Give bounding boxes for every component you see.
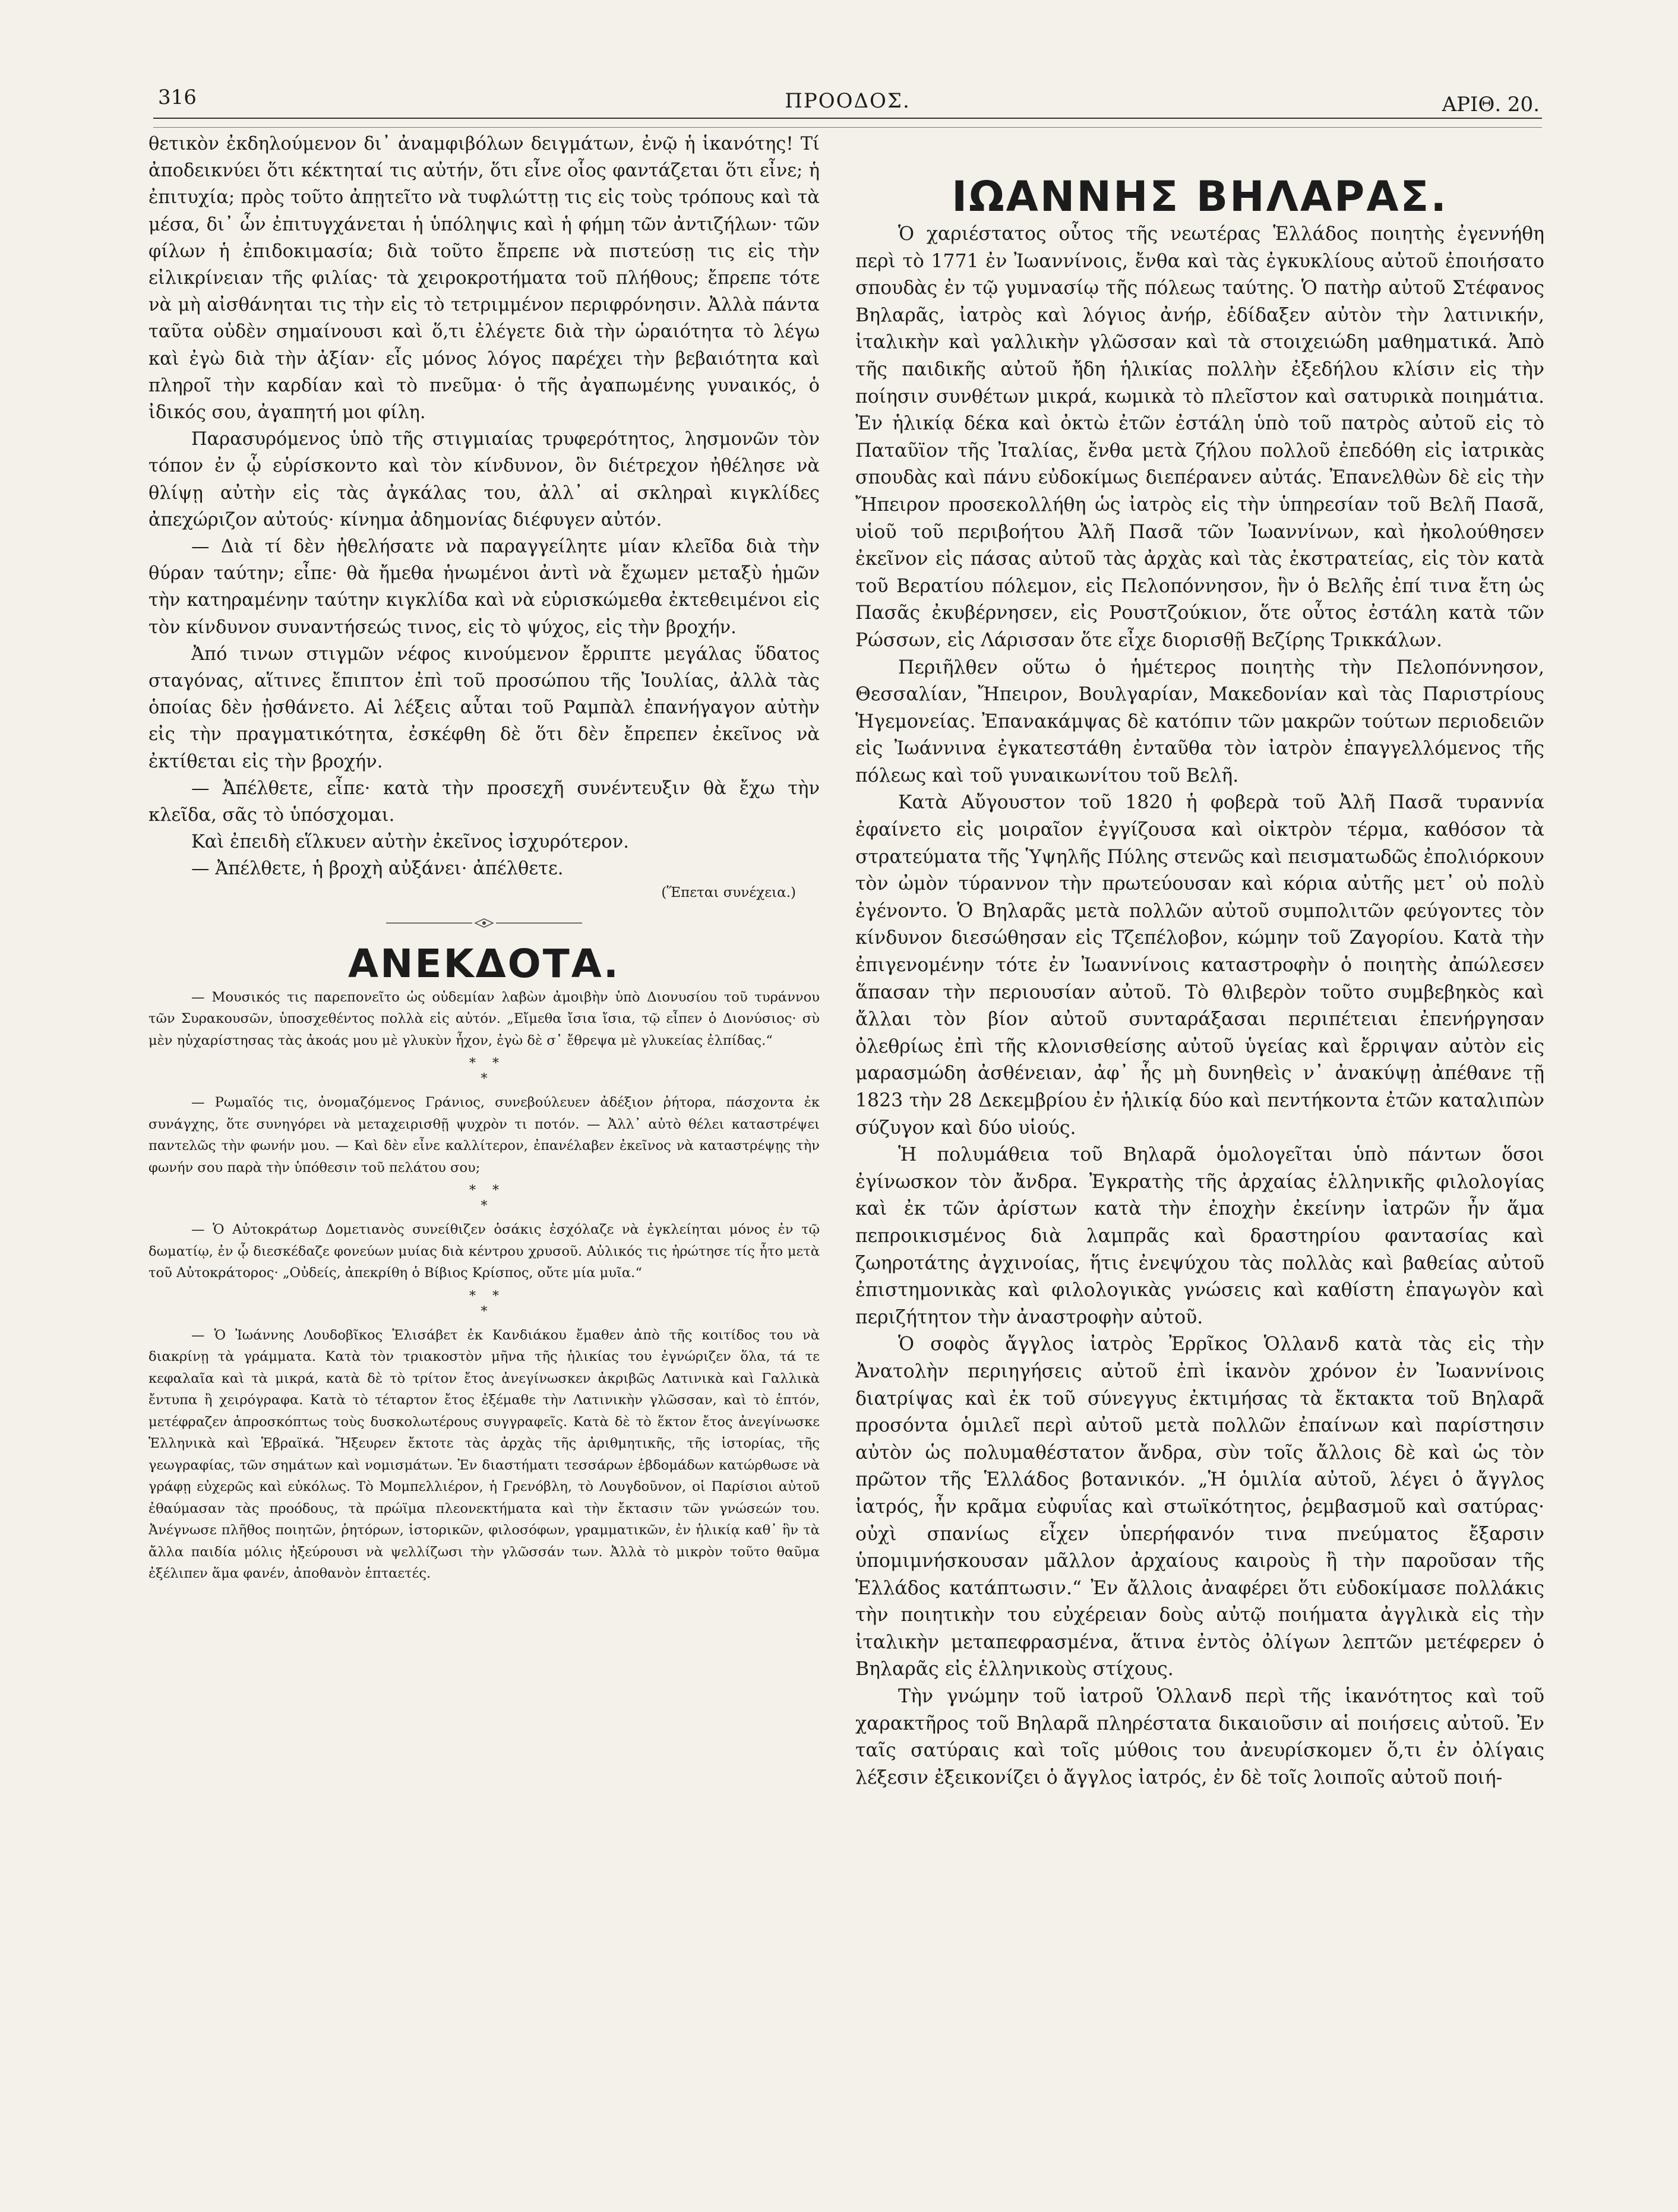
- anekdota-title: ΑΝΕΚΔΟΤΑ.: [348, 940, 620, 987]
- article-paragraph: Περιῆλθεν οὕτω ὁ ἡμέτερος ποιητὴς τὴν Πελοπόννησον, Θεσσαλίαν, Ἤπειρον, Βουλγαρίαν, Μακεδονίαν καὶ τὰς Παριστρίους Ἡγεμονείας. Ἐπανακάμψας δὲ κατόπιν τῶν μακρῶν τούτων περιοδειῶν εἰς Ἰωάννινα ἐγκατεστάθη ἐνταῦθα τὸν ἰατρὸν ἐπαγγελλόμενος τῆς πόλεως καὶ τοῦ γυναικωνίτου τοῦ Βελῆ.: [855, 656, 1544, 786]
- story-paragraph: Παρασυρόμενος ὑπὸ τῆς στιγμιαίας τρυφερότητος, λησμονῶν τὸν τόπον ἐν ᾧ εὑρίσκοντο καὶ τὸν κίνδυνον, ὃν διέτρεχον ἠθέλησε νὰ θλίψῃ αὐτὴν εἰς τὰς ἀγκάλας του, ἀλλ᾽ αἱ σκληραὶ κιγκλίδες ἀπεχώριζον αὐτούς· κίνημα ἀδημονίας διέφυγεν αὐτόν.: [148, 429, 820, 530]
- header-rule: [153, 118, 1542, 119]
- header-rule-thin: [153, 127, 1542, 128]
- story-paragraph: Καὶ ἐπειδὴ εἵλκυεν αὐτὴν ἐκεῖνος ἰσχυρότερον.: [191, 832, 629, 853]
- issue-number: ΑΡΙΘ. 20.: [1442, 93, 1540, 116]
- story-paragraph: — Ἀπέλθετε, εἶπε· κατὰ τὴν προσεχῆ συνέντευξιν θὰ ἔχω τὴν κλεῖδα, σᾶς τὸ ὑπόσχομαι.: [148, 778, 820, 826]
- page-number: 316: [158, 86, 197, 109]
- running-head: [153, 82, 1542, 118]
- journal-title: ΠΡΟΟΔΟΣ.: [785, 89, 911, 113]
- asterism-divider: * * *: [469, 1056, 499, 1087]
- right-column: [855, 172, 1544, 1791]
- story-paragraph: θετικὸν ἐκδηλούμενον δι᾽ ἀναμφιβόλων δειγμάτων, ἐνῷ ἡ ἱκανότης! Τί ἀποδεικνύει ὅτι κέκτηταί τις αὐτήν, ὅτι εἶνε οἷος φαντάζεται ὅτι εἶνε; ἡ ἐπιτυχία; πρὸς τοῦτο ἀπῃτεῖτο νὰ τυφλώττῃ τις εἰς τοὺς τρόπους καὶ τὰ μέσα, δι᾽ ὧν ἐπιτυγχάνεται ἡ ὑπόληψις καὶ ἡ φήμη τῶν ἀντιζήλων· τῶν φίλων ἡ ἐπιδοκιμασία; διὰ τοῦτο ἔπρεπε νὰ πιστεύσῃ τις εἰς τὴν εἰλικρίνειαν τῆς φιλίας· τὰ χειροκροτήματα τοῦ πλήθους; ἔπρεπε τότε νὰ μὴ αἰσθάνηται τις τὴν εἰς τὸ τετριμμένον περιφρόνησιν. Ἀλλὰ πάντα ταῦτα οὐδὲν σημαίνουσι καὶ ὅ,τι ἐλέγετε διὰ τὴν ὡραιότητα τὸ λέγω καὶ ἐγὼ διὰ τὴν ἀξίαν· εἷς μόνος λόγος παρέχει τὴν βεβαιότητα καὶ πληροῖ τὴν καρδίαν καὶ τὸ πνεῦμα· ὁ τῆς ἀγαπωμένης γυναικός, ὁ ἰδικός σου, ἀγαπητή μοι φίλη.: [148, 134, 820, 424]
- anecdote: — Ὁ Αὐτοκράτωρ Δομετιανὸς συνείθιζεν ὁσάκις ἐσχόλαζε νὰ ἐγκλείηται μόνος ἐν τῷ δωματίῳ, ἐν ᾧ διεσκέδαζε φονεύων μυίας διὰ κέντρου χρυσοῦ. Αὐλικός τις ἠρώτησε τίς ἦτο μετὰ τοῦ Αὐτοκράτορος· „Οὐδείς, ἀπεκρίθη ὁ Βίβιος Κρίσπος, οὔτε μία μυῖα.“: [148, 1222, 820, 1281]
- anecdote: — Ὁ Ἰωάννης Λουδοβῖκος Ἐλισάβετ ἐκ Κανδιάκου ἔμαθεν ἀπὸ τῆς κοιτίδος του νὰ διακρίνῃ τὰ γράμματα. Κατὰ τὸν τριακοστὸν μῆνα τῆς ἡλικίας του ἐγνώριζεν ὅλα, τά τε κεφαλαῖα καὶ τὰ μικρά, κατὰ δὲ τὸ τρίτον ἔτος ἀνεγίνωσκεν ἀκριβῶς Λατινικὰ καὶ Γαλλικὰ ἔντυπα ἢ χειρόγραφα. Κατὰ τὸ τέταρτον ἔτος ἐξέμαθε τὴν Λατινικὴν γλῶσσαν, καὶ τὸ ἑπτόν, μετέφραζεν ἀπροσκόπτως τοὺς δυσκολωτέρους συγγραφεῖς. Κατὰ δὲ τὸ ἕκτον ἔτος ἀνεγίνωσκε Ἑλληνικὰ καὶ Ἑβραϊκά. Ἤξευρεν ἔκτοτε τὰς ἀρχὰς τῆς ἀριθμητικῆς, τῆς ἱστορίας, τῆς γεωγραφίας, τῶν σημάτων καὶ νομισμάτων. Ἐν διαστήματι τεσσάρων ἑβδομάδων κατώρθωσε νὰ γράφῃ εὐχερῶς καὶ εὐκόλως. Τὸ Μομπελλιέρον, ἡ Γρενόβλη, τὸ Λουγδοῦνον, οἱ Παρίσιοι αὐτοῦ ἐθαύμασαν τὰς προόδους, τὰ πρώϊμα πλεονεκτήματα καὶ τὴν ἔκτασιν τῶν γνώσεών του. Ἀνέγνωσε πλῆθος ποιητῶν, ῥητόρων, ἱστορικῶν, φιλοσόφων, γραμματικῶν, ἐν ἡλικίᾳ καθ᾽ ἣν τὰ ἄλλα παιδία μόλις ἠξεύρουσι νὰ ψελλίζωσι τὴν γλῶσσάν των. Ἀλλὰ τὸ μικρὸν τοῦτο θαῦμα ἐξέλιπεν ἅμα φανέν, ἀποθανὸν ἑπταετές.: [148, 1327, 820, 1582]
- article-paragraph: Ἡ πολυμάθεια τοῦ Βηλαρᾶ ὁμολογεῖται ὑπὸ πάντων ὅσοι ἐγίνωσκον τὸν ἄνδρα. Ἐγκρατὴς τῆς ἀρχαίας ἑλληνικῆς φιλολογίας καὶ ἐκ τῶν ἀρίστων κατὰ τὴν ἐποχὴν ἐκείνην ἰατρῶν ἦν ἅμα πεπροικισμένος διὰ λαμπρᾶς καὶ δραστηρίου φαντασίας καὶ ζωηροτάτης ἀγχινοίας, ἥτις ἐνεψύχου τὰς πολλὰς καὶ βαθείας αὐτοῦ ἐπιστημονικὰς καὶ φιλολογικὰς γνώσεις καὶ καθίστη ἐπαγωγὸν καὶ περιζήτητον τὴν ἀναστροφὴν αὐτοῦ.: [855, 1144, 1544, 1328]
- article-paragraph: Ὁ χαριέστατος οὗτος τῆς νεωτέρας Ἑλλάδος ποιητὴς ἐγεννήθη περὶ τὸ 1771 ἐν Ἰωαννίνοις, ἔνθα καὶ τὰς ἐγκυκλίους αὐτοῦ ἐποιήσατο σπουδὰς ἐν τῷ γυμνασίῳ τῆς πόλεως ταύτης. Ὁ πατὴρ αὐτοῦ Στέφανος Βηλαρᾶς, ἰατρὸς καὶ λόγιος ἀνήρ, ἐδίδαξεν αὐτὸν τὴν λατινικήν, ἰταλικὴν καὶ γαλλικὴν γλῶσσαν καὶ τὰ στοιχειώδη μαθηματικά. Ἀπὸ τῆς παιδικῆς αὐτοῦ ἤδη ἡλικίας πολλὴν ἐξεδήλου κλίσιν εἰς τὴν ποίησιν συνθέτων μικρά, κωμικὰ τὸ πλεῖστον καὶ σατυρικὰ ποιημάτια. Ἐν ἡλικίᾳ δέκα καὶ ὀκτὼ ἐτῶν ἐστάλη ὑπὸ τοῦ πατρὸς αὐτοῦ εἰς τὸ Παταῦϊον τῆς Ἰταλίας, ἔνθα μετὰ ζήλου πολλοῦ ἐπεδόθη εἰς ἰατρικὰς σπουδὰς καὶ πάνυ εὐδοκίμως διεπέρανεν αὐτάς. Ἐπανελθὼν δὲ εἰς τὴν Ἤπειρον προσεκολλήθη ὡς ἰατρὸς εἰς τὴν ὑπηρεσίαν τοῦ Βελῆ Πασᾶ, υἱοῦ τοῦ περιβοήτου Ἀλῆ Πασᾶ τῶν Ἰωαννίνων, καὶ ἠκολούθησεν ἐκεῖνον εἰς πάσας αὐτοῦ τὰς ἀρχὰς καὶ τὰς ἐκστρατείας, εἰς τὸν κατὰ τοῦ Βερατίου πόλεμον, εἰς Πελοπόννησον, ἣν ὁ Βελῆς ἐπί τινα ἔτη ὡς Πασᾶς ἐκυβέρνησεν, εἰς Ρουστζούκιον, ὅτε οὗτος ἐστάλη κατὰ τῶν Ρώσσων, εἰς Λάρισσαν ὅτε εἶχε διορισθῇ Βεζίρης Τρικκάλων.: [855, 223, 1544, 651]
- article-title: ΙΩΑΝΝΗΣ ΒΗΛΑΡΑΣ.: [952, 172, 1448, 221]
- ornament-divider: [148, 917, 820, 935]
- story-paragraph: — Διὰ τί δὲν ἠθελήσατε νὰ παραγγείλητε μίαν κλεῖδα διὰ τὴν θύραν ταύτην; εἶπε· θὰ ἤμεθα ἡνωμένοι ἀντὶ νὰ ἔχωμεν μεταξὺ ἡμῶν τὴν κατηραμένην ταύτην κιγκλίδα καὶ νὰ εὑρισκώμεθα ἐκτεθειμένοι εἰς τὸν κίνδυνον συναντήσεώς τινος, εἰς τὸ ψύχος, εἰς τὴν βροχήν.: [148, 536, 820, 638]
- article-paragraph: Ὁ σοφὸς ἄγγλος ἰατρὸς Ἐρρῖκος Ὁλλανδ κατὰ τὰς εἰς τὴν Ἀνατολὴν περιηγήσεις αὐτοῦ ἐπὶ ἱκανὸν χρόνον ἐν Ἰωαννίνοις διατρίψας καὶ ἐκ τοῦ σύνεγγυς ἐκτιμήσας τὰ ἔκτακτα τοῦ Βηλαρᾶ προσόντα ὁμιλεῖ περὶ αὐτοῦ μετὰ πολλῶν ἐπαίνων καὶ παρίστησιν αὐτὸν ὡς πολυμαθέστατον ἄνδρα, σὺν τοῖς ἄλλοις δὲ καὶ ὡς τὸν πρῶτον τῆς Ἑλλάδος βοτανικόν. „Ἡ ὁμιλία αὐτοῦ, λέγει ὁ ἄγγλος ἰατρός, ἦν κρᾶμα εὐφυΐας καὶ στωϊκότητος, ῥεμβασμοῦ καὶ σατύρας· οὐχὶ σπανίως εἶχεν ὑπερήφανόν τινα πνεύματος ἔξαρσιν ὑπομιμνήσκουσαν μᾶλλον ἀρχαίους καιροὺς ἢ τὴν παροῦσαν τῆς Ἑλλάδος κατάπτωσιν.“ Ἐν ἄλλοις ἀναφέρει ὅτι εὐδοκίμασε πολλάκις τὴν ποιητικὴν του εὐχέρειαν δοὺς αὐτῷ ποιήματα ἀγγλικὰ εἰς τὴν ἰταλικὴν μεταπεφρασμένα, ἅτινα ἐντὸς ὀλίγων λεπτῶν μετέφερεν ὁ Βηλαρᾶς εἰς ἑλληνικοὺς στίχους.: [855, 1333, 1544, 1680]
- article-paragraph: Τὴν γνώμην τοῦ ἰατροῦ Ὁλλανδ περὶ τῆς ἱκανότητος καὶ τοῦ χαρακτῆρος τοῦ Βηλαρᾶ πληρέστατα δικαιοῦσιν αἱ ποιήσεις αὐτοῦ. Ἐν ταῖς σατύραις καὶ τοῖς μύθοις του ἀνευρίσκομεν ὅ,τι ἐν ὀλίγαις λέξεσιν ἐξεικονίζει ὁ ἄγγλος ἰατρός, ἐν δὲ τοῖς λοιποῖς αὐτοῦ ποιή-: [855, 1686, 1544, 1788]
- asterism-divider: * * *: [469, 1183, 499, 1214]
- story-paragraph: Ἀπό τινων στιγμῶν νέφος κινούμενον ἔρριπτε μεγάλας ὕδατος σταγόνας, αἵτινες ἔπιπτον ἐπὶ τοῦ προσώπου τῆς Ἰουλίας, ἀλλὰ τὰς ὁποίας δὲν ᾐσθάνετο. Αἱ λέξεις αὗται τοῦ Ραμπὰλ ἐπανήγαγον αὐτὴν εἰς τὴν πραγματικότητα, ἐσκέφθη δὲ ὅτι δὲν ἔπρεπεν ἐκεῖνος νὰ ἐκτίθεται εἰς τὴν βροχήν.: [148, 643, 820, 772]
- asterism-divider: * * *: [469, 1288, 499, 1319]
- story-paragraph: — Ἀπέλθετε, ἡ βροχὴ αὐξάνει· ἀπέλθετε.: [191, 858, 564, 880]
- continued-note: (Ἕπεται συνέχεια.): [661, 884, 796, 900]
- left-column: [148, 131, 820, 1585]
- anecdote: — Μουσικός τις παρεπονεῖτο ὡς οὐδεμίαν λαβὼν ἀμοιβὴν ὑπὸ Διονυσίου τοῦ τυράννου τῶν Συρακουσῶν, ὑποσχεθέντος πολλὰ εἰς αὐτόν. „Εἴμεθα ἴσια ἴσια, τῷ εἶπεν ὁ Διονύσιος· σὺ μὲν ηὐχαρίστησας τὰς ἀκοάς μου μὲ γλυκὺν ἦχον, ἐγὼ δὲ σ᾽ ἔθρεψα μὲ γλυκείας ἐλπίδας.“: [148, 989, 820, 1048]
- anecdote: — Ρωμαῖός τις, ὀνομαζόμενος Γράνιος, συνεβούλευεν ἀδέξιον ῥήτορα, πάσχοντα ἐκ συνάγχης, ὅτε συνηγόρει νὰ μεταχειρισθῇ ψυχρὸν τι ποτόν. — Ἀλλ᾽ αὐτὸ θέλει καταστρέψει παντελῶς τὴν φωνήν μου. — Καὶ δὲν εἶνε καλλίτερον, ἐπανέλαβεν ἐκεῖνος νὰ καταστρέψῃς τὴν φωνήν σου παρὰ τὴν ὑπόθεσιν τοῦ πελάτου σου;: [148, 1095, 820, 1175]
- article-paragraph: Κατὰ Αὔγουστον τοῦ 1820 ἡ φοβερὰ τοῦ Ἀλῆ Πασᾶ τυραννία ἐφαίνετο εἰς μοιραῖον ἐγγίζουσα καὶ οἰκτρὸν τέρμα, καθόσον τὰ στρατεύματα τῆς Ὑψηλῆς Πύλης στενῶς καὶ πεισματωδῶς ἐπολιόρκουν τὸν ὠμὸν τύραννον τὴν πρωτεύουσαν καὶ κόρια αὐτῆς μετ᾽ οὐ πολὺ ἐγένοντο. Ὁ Βηλαρᾶς μετὰ πολλῶν αὐτοῦ συμπολιτῶν φεύγοντες τὸν κίνδυνον διεσώθησαν εἰς Τζεπέλοβον, κώμην τοῦ Ζαγορίου. Κατὰ τὴν ἐπιγενομένην τότε ἐν Ἰωαννίνοις καταστροφὴν ὁ ποιητὴς ἀπώλεσεν ἅπασαν τὴν περιουσίαν αὐτοῦ. Τὸ θλιβερὸν τοῦτο συμβεβηκὸς καὶ ἄλλαι τὸν βίον αὐτοῦ συνταράξασαι περιπέτειαι ἐπενήργησαν ὀλεθρίως ἐπὶ τῆς κλονισθείσης αὐτοῦ ὑγείας καὶ ἔρριψαν αὐτὸν εἰς μαρασμώδη ἀσθένειαν, ἀφ᾽ ἧς μὴ δυνηθεὶς ν᾽ ἀνακύψῃ ἀπέθανε τῇ 1823 τὴν 28 Δεκεμβρίου ἐν ἡλικίᾳ δύο καὶ πεντήκοντα ἐτῶν καταλιπὼν σύζυγον καὶ δύο υἱούς.: [855, 792, 1544, 1139]
